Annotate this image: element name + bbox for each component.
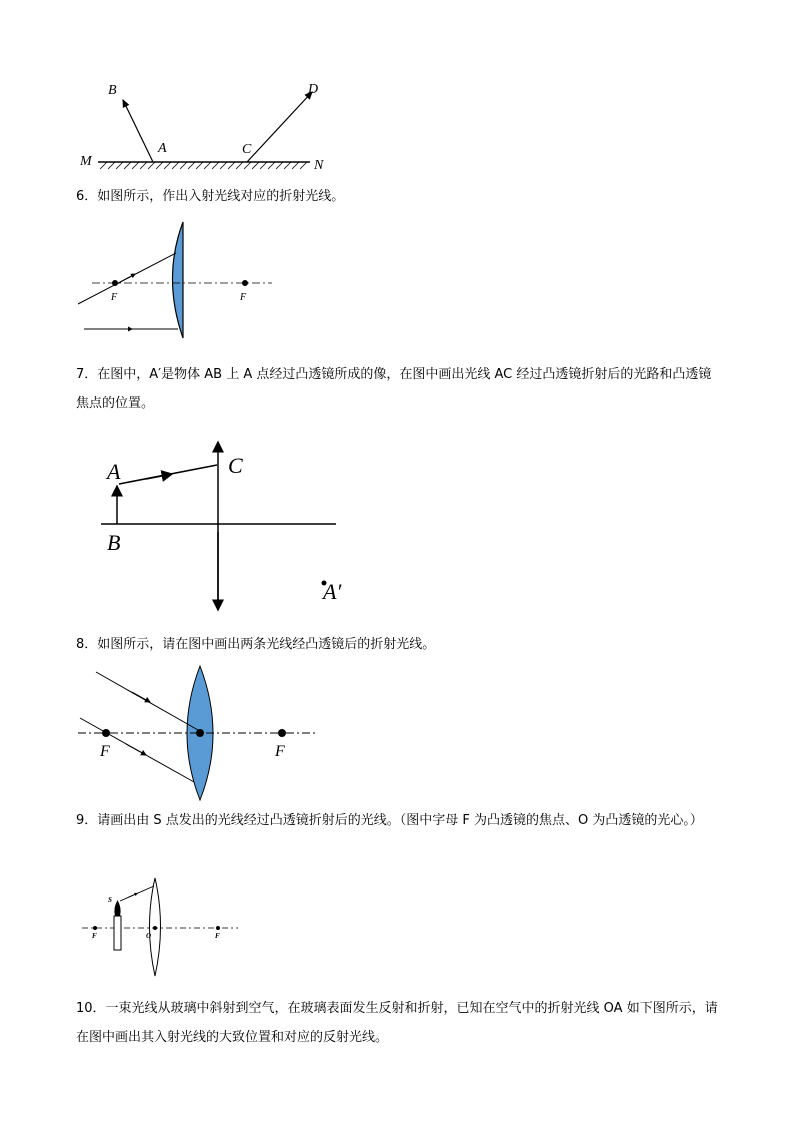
label-C: C	[242, 142, 252, 157]
concave-lens-figure	[70, 218, 290, 348]
label-F-right: F	[275, 743, 285, 760]
optical-center	[196, 729, 204, 737]
question-8: 8．如图所示，请在图中画出两条光线经凸透镜后的折射光线。	[76, 637, 436, 652]
question-6: 6．如图所示，作出入射光线对应的折射光线。	[76, 189, 345, 204]
label-A: A	[158, 141, 167, 156]
incident-ray-1	[96, 672, 198, 730]
question-9: 9．请画出由 S 点发出的光线经过凸透镜折射后的光线。（图中字母 F 为凸透镜的焦点、O 为凸透镜的光心。）	[76, 813, 703, 828]
label-B: B	[107, 530, 121, 555]
label-F-left: F	[100, 743, 110, 760]
label-B: B	[108, 83, 117, 98]
label-F-left: F	[111, 292, 118, 303]
focus-left	[102, 729, 110, 737]
label-M: M	[80, 154, 92, 169]
focus-right	[242, 280, 248, 286]
question-10: 10．一束光线从玻璃中斜射到空气，在玻璃表面发生反射和折射，已知在空气中的折射光线 OA 如下图所示，请在图中画出其入射光线的大致位置和对应的反射光线。	[76, 1001, 718, 1045]
ray-CD	[247, 92, 312, 162]
question-7: 7．在图中，A′是物体 AB 上 A 点经过凸透镜所成的像，在图中画出光线 AC 经过凸透镜折射后的光路和凸透镜焦点的位置。	[76, 367, 712, 411]
focus-left	[112, 280, 118, 286]
candle-flame	[114, 900, 120, 916]
candle-lens-figure	[78, 876, 248, 980]
mirror-surface	[98, 162, 310, 169]
optical-center	[153, 926, 157, 930]
label-C: C	[228, 453, 243, 478]
label-F-right: F	[215, 932, 220, 940]
focus-left	[93, 926, 97, 930]
label-F-left: F	[92, 932, 97, 940]
ray-AB	[123, 100, 153, 162]
label-N: N	[314, 158, 324, 173]
convex-lens-image-figure	[96, 432, 356, 617]
label-S: S	[108, 896, 112, 904]
lens-shape	[173, 222, 184, 338]
convex-lens-two-rays-figure	[74, 664, 324, 804]
label-A: A	[107, 459, 121, 484]
label-D: D	[308, 82, 319, 97]
candle	[114, 916, 121, 950]
focus-right	[216, 926, 220, 930]
label-F-right: F	[240, 292, 247, 303]
focus-right	[278, 729, 286, 737]
label-O: O	[146, 932, 152, 940]
mirror-reflection-figure	[70, 78, 340, 178]
label-A-prime: A′	[323, 579, 342, 604]
